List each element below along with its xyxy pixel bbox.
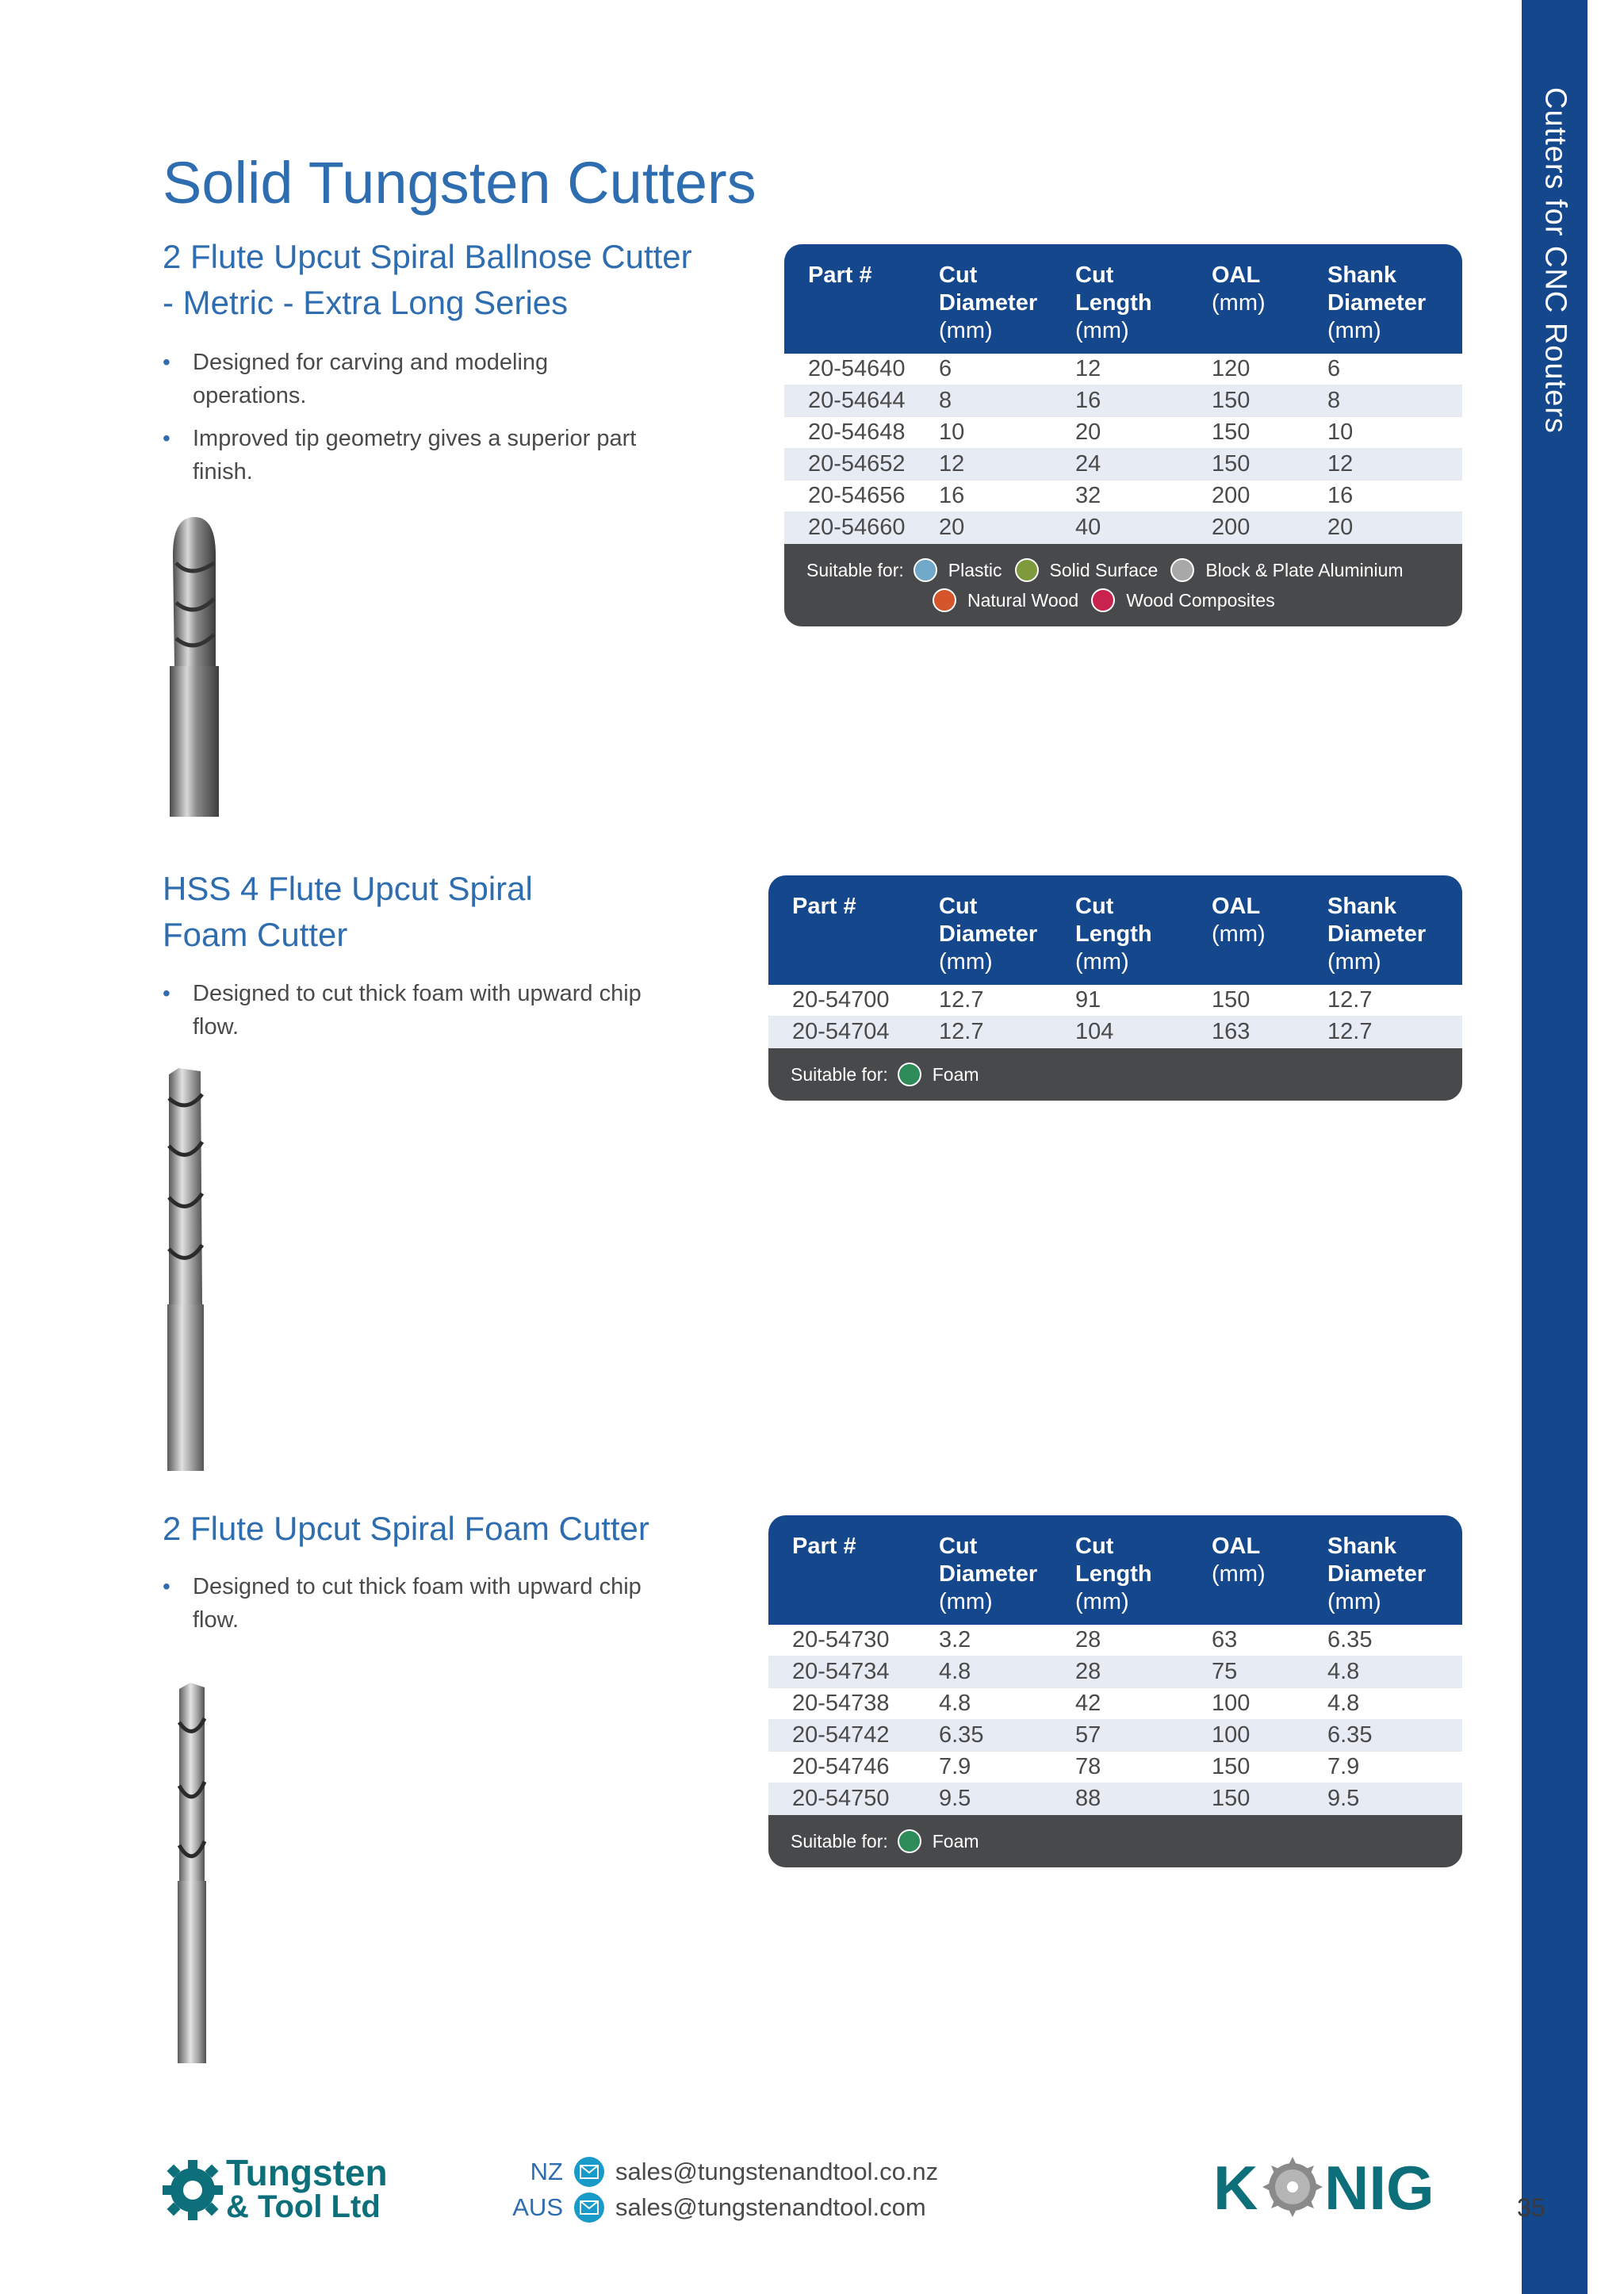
table-row: 20-54640 6 12 120 6 (784, 354, 1462, 385)
section-3-title: 2 Flute Upcut Spiral Foam Cutter (163, 1510, 649, 1547)
table-header (784, 244, 1462, 354)
suitable-for-bar (768, 1048, 1462, 1101)
page-number: 35 (1517, 2193, 1545, 2222)
material-label: Block & Plate Aluminium (1205, 559, 1404, 580)
header-oal: OAL (mm) (1212, 894, 1266, 947)
page-title: Solid Tungsten Cutters (163, 150, 756, 216)
country-label: AUS (512, 2193, 563, 2221)
suitable-for-label: Suitable for: (806, 559, 904, 580)
mail-icon (574, 2157, 604, 2187)
table-row: 20-54704 12.7 104 163 12.7 (768, 1017, 1462, 1048)
header-cut-length: Cut Length (mm) (1075, 1534, 1152, 1614)
feature-item: • Designed to cut thick foam with upward chip flow. (163, 977, 654, 1044)
email-link[interactable]: sales@tungstenandtool.co.nz (615, 2158, 939, 2185)
tungsten-tool-logo (163, 2154, 424, 2233)
contact-nz (508, 2157, 938, 2187)
table-row: 20-54742 6.35 57 100 6.35 (768, 1720, 1462, 1752)
header-cut-length: Cut Length (mm) (1075, 894, 1152, 975)
section-2-title-line-2: Foam Cutter (163, 916, 348, 953)
hss-foam-cutter-image (163, 1067, 210, 1471)
section-1-title-line-2: - Metric - Extra Long Series (163, 284, 569, 321)
section-2-heading (163, 866, 718, 958)
material-label: Natural Wood (967, 589, 1079, 611)
foam-cutter-image (173, 1683, 213, 2063)
ballnose-cutter-image (159, 507, 238, 817)
material-label: Wood Composites (1126, 589, 1275, 611)
header-cut-length: Cut Length (mm) (1075, 262, 1152, 343)
natural-wood-swatch-icon (933, 588, 956, 612)
table-row: 20-54660 20 40 200 20 (784, 512, 1462, 544)
spec-table-3 (768, 1515, 1462, 1867)
table-row: 20-54652 12 24 150 12 (784, 449, 1462, 481)
svg-text:NIG: NIG (1324, 2155, 1434, 2219)
suitable-for-bar (768, 1815, 1462, 1867)
section-3-features (163, 1570, 654, 1646)
feature-item: • Designed to cut thick foam with upward chip flow. (163, 1570, 654, 1637)
feature-item: • Designed for carving and modeling operations. (163, 346, 654, 412)
table-row: 20-54700 12.7 91 150 12.7 (768, 985, 1462, 1017)
foam-swatch-icon (898, 1829, 921, 1853)
konig-logo-mark (1213, 2155, 1467, 2219)
section-1-features (163, 346, 654, 498)
table-row: 20-54730 3.2 28 63 6.35 (768, 1625, 1462, 1656)
side-tab-notch (1522, 507, 1588, 579)
table-header (768, 875, 1462, 985)
aluminium-swatch-icon (1170, 558, 1194, 582)
header-oal: OAL (mm) (1212, 262, 1266, 316)
header-oal: OAL (mm) (1212, 1534, 1266, 1587)
plastic-swatch-icon (914, 558, 937, 582)
table-header (768, 1515, 1462, 1625)
spec-table-1 (784, 244, 1462, 626)
foam-swatch-icon (898, 1063, 921, 1086)
wood-composites-swatch-icon (1091, 588, 1115, 612)
header-cut-diameter: Cut Diameter (mm) (939, 894, 1038, 975)
section-1-heading (163, 234, 718, 326)
header-cut-diameter: Cut Diameter (mm) (939, 1534, 1038, 1614)
section-3-heading (163, 1506, 765, 1552)
feature-item: • Improved tip geometry gives a superior part finish. (163, 422, 654, 488)
table-row: 20-54656 16 32 200 16 (784, 481, 1462, 512)
table-row: 20-54734 4.8 28 75 4.8 (768, 1656, 1462, 1688)
table-row: 20-54738 4.8 42 100 4.8 (768, 1688, 1462, 1720)
table-row: 20-54746 7.9 78 150 7.9 (768, 1752, 1462, 1783)
table-row: 20-54648 10 20 150 10 (784, 417, 1462, 449)
table-row: 20-54644 8 16 150 8 (784, 385, 1462, 417)
svg-text:K: K (1213, 2155, 1258, 2219)
header-part: Part # (792, 894, 856, 919)
header-shank-diameter: Shank Diameter (mm) (1327, 262, 1427, 343)
section-2-features (163, 977, 654, 1053)
material-label: Foam (932, 1830, 979, 1852)
logo-line-1: Tungsten (226, 2152, 388, 2193)
header-cut-diameter: Cut Diameter (mm) (939, 262, 1038, 343)
header-part: Part # (792, 1534, 856, 1559)
spec-table-2 (768, 875, 1462, 1101)
email-link[interactable]: sales@tungstenandtool.com (615, 2193, 926, 2221)
section-1-title-line-1: 2 Flute Upcut Spiral Ballnose Cutter (163, 238, 692, 275)
contact-aus (508, 2193, 926, 2223)
konig-logo (1213, 2155, 1467, 2219)
mail-icon (574, 2193, 604, 2223)
material-label: Foam (932, 1063, 979, 1085)
header-shank-diameter: Shank Diameter (mm) (1327, 1534, 1427, 1614)
solid-surface-swatch-icon (1015, 558, 1039, 582)
table-row: 20-54750 9.5 88 150 9.5 (768, 1783, 1462, 1815)
material-label: Plastic (948, 559, 1002, 580)
suitable-for-label: Suitable for: (791, 1830, 888, 1852)
suitable-for-bar (784, 544, 1462, 626)
suitable-for-label: Suitable for: (791, 1063, 888, 1085)
gear-logo-icon (163, 2160, 223, 2220)
side-tab-label: Cutters for CNC Routers (1538, 87, 1572, 434)
country-label: NZ (530, 2158, 563, 2185)
header-part: Part # (808, 262, 872, 288)
logo-line-2: & Tool Ltd (226, 2189, 381, 2224)
section-2-title-line-1: HSS 4 Flute Upcut Spiral (163, 870, 533, 907)
material-label: Solid Surface (1049, 559, 1159, 580)
header-shank-diameter: Shank Diameter (mm) (1327, 894, 1427, 975)
